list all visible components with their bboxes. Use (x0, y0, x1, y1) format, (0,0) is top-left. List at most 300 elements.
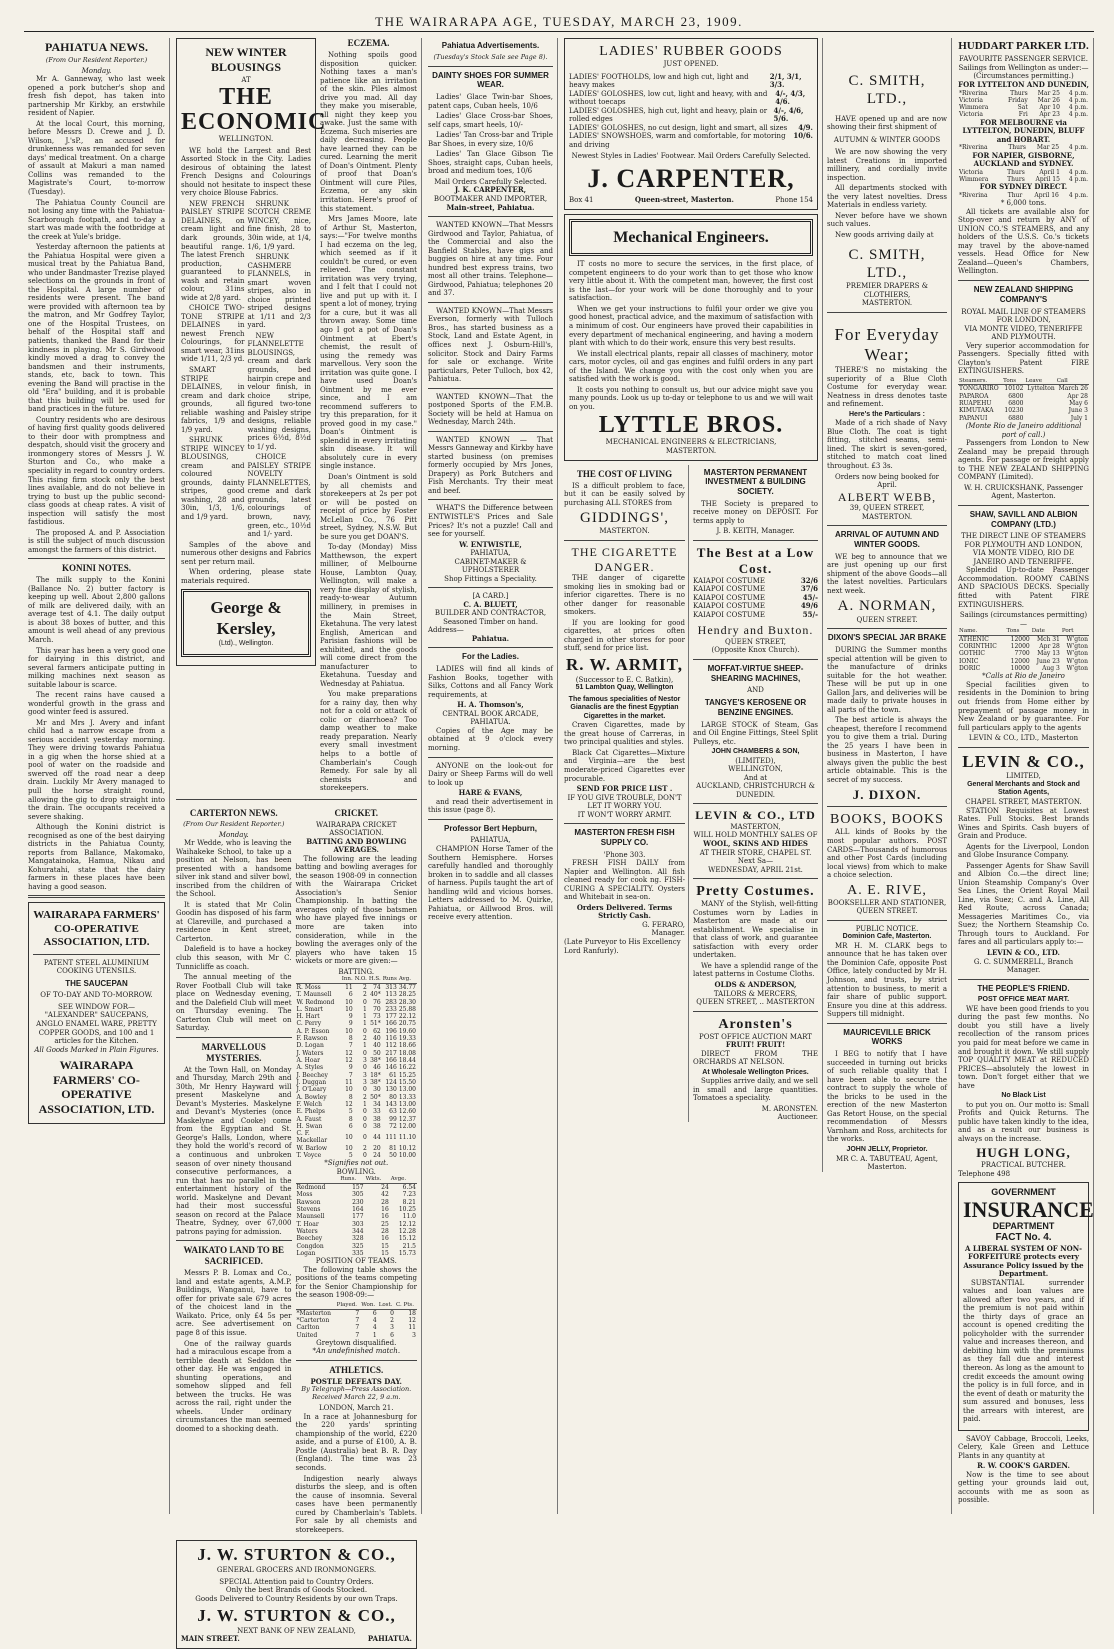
table-cell: 28.25 (398, 991, 416, 999)
table-row (296, 1191, 417, 1198)
table-cell: 10 (345, 1005, 353, 1013)
table-cell: 9 (348, 1013, 353, 1021)
table-cell: T. Voyce (296, 1152, 322, 1160)
table-row (296, 1184, 417, 1192)
table-cell: 22.12 (398, 1013, 416, 1021)
fish-title: MASTERTON FRESH FISH SUPPLY CO. (574, 828, 675, 847)
dixon-para: DURING the Summer months special attention will be given to the manufacture of drinks suitable for the hot weather. These will be put up in one Gallon Jars, and deliveries will be made daily to private houses in all parts of the town. (827, 646, 947, 714)
table-cell: 177 (385, 1013, 397, 1021)
table-cell: Mar 26 (1037, 96, 1060, 104)
bowling-label: BOWLING. (336, 1167, 376, 1176)
mech-para: IT costs no more to secure the services, in the first place, of competent engineers to do your work than to get those who know very little about it. With the competent man, however, the first cost is the last—for your work will be done thoroughly and to your satisfaction. (569, 260, 813, 303)
table-row (296, 1057, 417, 1064)
table-cell: 7 (348, 1042, 353, 1050)
costume-item (693, 602, 818, 611)
wanted-notice: WANTED KNOWN—That Messrs Girdwood and Taylor, Pahiatua, of the Commercial and also the Banfield Stables, have gigs and buggies on hire at any time. Four hundred best express trains, two most all other trains. Telephone—Girdwood, Pahiatua; telephones 20 and 37. (428, 221, 553, 298)
table-cell: 305 (352, 1191, 364, 1199)
huddart-route: FOR MELBOURNE via LYTTELTON, DUNEDIN, BLUFF and HOBART. (962, 117, 1085, 144)
shaw-table (958, 628, 1089, 672)
hare-para: ANYONE on the look-out for Dairy or Sheep Farms will do well to look up (428, 761, 553, 787)
aronsten-role: Auctioneer. (777, 1113, 818, 1122)
article-para: The recent rains have caused a wonderful growth in the grass and good winter feed is assured. (28, 691, 165, 717)
table-cell: 328 (352, 1235, 364, 1243)
table-cell: 124 (385, 1078, 397, 1086)
table-cell: Wimmera (959, 104, 989, 112)
table-cell: Victoria (959, 111, 983, 119)
table-cell: 10.12 (398, 1144, 416, 1152)
nzs-table (958, 378, 1089, 422)
table-cell: 15.50 (398, 1078, 416, 1086)
friend-para: WE have been good friends to you during the past few months. No doubt you still have a lively recollection of the ransom prices you paid for meat before we came in and brought it down. We still supply TOP QUALITY MEAT at REDUCED PRICES—absolutely the lowest in town. Don't forget either that we have (958, 1004, 1089, 1090)
fish-note: (Late Purveyor to His Excellency Lord Ranfurly). (564, 938, 681, 955)
shoes-mail: Mail Orders Carefully Selected. (434, 177, 547, 186)
sturton-title: J. W. STURTON & CO., (197, 1545, 396, 1565)
table-cell: Maunsell (296, 1213, 325, 1221)
table-cell: Apr 10 (1039, 104, 1060, 112)
insurance-title: GOVERNMENT (991, 1187, 1056, 1198)
fish-orders: Orders Delivered. Terms Strictly Cash. (576, 902, 673, 921)
table-cell: 18.08 (398, 1049, 416, 1057)
bowling-table (296, 1176, 417, 1257)
cigarette-para: THE danger of cigarette smoking lies in smoking bad or inferior cigarettes. There is no other danger for reasonable smokers. (564, 574, 685, 617)
table-cell: 12.37 (398, 1115, 416, 1123)
table-cell: 3 (363, 1078, 367, 1086)
table-cell: IONIC (959, 657, 979, 665)
fish-para: FRESH FISH DAILY from Napier and Wellington. All fish cleaned ready for cook ng. FISH-CURING A SPECIALITY. Oysters and Whitebait in sea-on. (564, 859, 685, 902)
table-row (296, 1152, 417, 1159)
table-cell: 16 (381, 1235, 389, 1243)
table-row (296, 1006, 417, 1013)
table-cell: 0 (363, 1086, 367, 1094)
table-row (296, 1213, 417, 1220)
webb-name: ALBERT WEBB, (837, 489, 937, 504)
arrival-title: ARRIVAL OF AUTUMN AND WINTER GOODS. (835, 530, 939, 550)
table-cell: 196 (385, 1027, 397, 1035)
everyday-title: For Everyday Wear; (834, 324, 940, 365)
table-row (296, 1243, 417, 1250)
table-header: Avg. (398, 976, 417, 983)
table-row (296, 1086, 417, 1093)
smith-line: All departments stocked with the very latest novelties. Dress Materials in endless variety. (827, 184, 947, 210)
table-cell: 0 (363, 1152, 367, 1160)
ladies-name: H. A. Thomson's, (457, 700, 524, 710)
table-cell: 33 (373, 1108, 381, 1116)
table-cell: 38 (373, 1115, 381, 1123)
table-row (958, 104, 1089, 111)
table-row (958, 385, 1089, 393)
sturton-ad (176, 1540, 417, 1649)
dixon-para: The best article is always the cheapest, therefore I recommend you to give them a trial. During the 25 years I have been in business in Masterton, I have always given the public the best article obtainable. This is the secret of my success. (827, 716, 947, 784)
table-cell: 335 (352, 1249, 364, 1257)
levin-sub: General Merchants and Stock and Station Agents, (967, 780, 1080, 797)
table-cell: 1 (363, 1020, 367, 1028)
table-row (296, 999, 417, 1006)
table-cell: 70 (373, 1005, 381, 1013)
column-4 (560, 38, 952, 1514)
table-cell: 28.30 (398, 998, 416, 1006)
table-cell: United (296, 1331, 318, 1339)
table-header: Call (1056, 378, 1089, 385)
table-cell: Thurs (1008, 144, 1026, 152)
table-cell: 25 (381, 1220, 389, 1228)
table-row (296, 1116, 417, 1123)
cigarette-send: SEND FOR PRICE LIST . (576, 784, 673, 794)
table-cell: 3 (363, 1071, 367, 1079)
table-cell: KIMUTAKA (959, 407, 994, 415)
aronsten-name: M. ARONSTEN. (761, 1104, 818, 1113)
eczema-title: ECZEMA. (347, 38, 390, 48)
table-cell: H. Hart (296, 1013, 320, 1021)
article-para: Yesterday afternoon the patients at the Pahiatua Hospital were given a musical treat by the Pahiatua Band, who under Bandmaster Trezise played selections on the grounds in front of the Hospital. A large number of residents were present. The band were provided with afternoon tea by the matron, and Mr Godfrey Taylor, one of the Hospital Trustees, on behalf of the Hospital staff and patients, thanked the Band for their kindness in playing. Mr S. Girdwood kindly moved a drag to convey the bandsmen and their instruments, stands, etc, back to town. This evening the Band will practise in the old "Era" building, and it is probable that this building will be used for band practices in the future. (28, 243, 165, 414)
shoes-addr: Main-street, Pahiatua. (446, 202, 535, 212)
hare-name: HARE & EVANS, (458, 788, 523, 798)
rubber-note: Newest Styles in Ladies' Footwear. Mail Orders Carefully Selected. (571, 152, 811, 161)
table-cell: Mar 25 (1037, 89, 1060, 97)
column-1 (24, 38, 170, 1514)
huddart-note: All tickets are available also for Stop-over and return by ANY of UNION CO.'S STEAMERS, and any holders of the U.S.S. Co.'s tickets may travel by the above-named vessels. Head Office for New Zealand—Queen's Chambers, Wellington. (958, 207, 1089, 276)
athletics-subtitle: POSTLE DEFEATS DAY. (310, 1376, 402, 1386)
farmers-line: THE SAUCEPAN (65, 978, 128, 988)
mech-para: It costs you nothing to consult us, but our advice might save you many pounds. Look us up to-day or telephone to us and we will wait on you. (569, 385, 813, 411)
table-header: N.O. (354, 976, 367, 983)
table-cell: 10 (345, 998, 353, 1006)
moffat-title: MOFFAT-VIRTUE SHEEP-SHEARING MACHINES, (707, 663, 804, 683)
mech-para: When we get your instructions to fulfil your order we give you good honest, practical advice, and the maximum of satisfaction with a minimum of cost. Our engineers have proved their capabilities in every department of mechanical engineering, and having a modern plant with which to do their work, ensure this very best results. (569, 304, 813, 348)
table-cell: A. Hoar (296, 1057, 320, 1065)
batting-table (296, 976, 417, 1159)
table-cell: 18 (408, 1309, 416, 1317)
table-cell: 15 (381, 1249, 389, 1257)
table-cell: 2 (363, 1035, 367, 1043)
costume-item-price: 45/- (802, 592, 818, 602)
table-cell: 38* (370, 1078, 381, 1086)
table-cell: 8 (348, 1035, 353, 1043)
rubber-title: LADIES' RUBBER GOODS (599, 44, 783, 59)
huddart-table-1 (958, 90, 1089, 119)
table-cell: GOTHIC (959, 650, 985, 658)
table-cell: 143 (385, 1100, 397, 1108)
sturton-next: NEXT BANK OF NEW ZEALAND, (237, 1626, 356, 1635)
table-cell: 16.22 (398, 1064, 416, 1072)
table-cell: 4 p.m. (1068, 104, 1088, 112)
table-cell: W'gton (1066, 650, 1088, 658)
rubber-sub: JUST OPENED. (663, 60, 719, 69)
sturton-street: MAIN STREET. (181, 1634, 240, 1644)
table-row (296, 1235, 417, 1242)
table-cell: 1 (363, 1013, 367, 1021)
pahiatua-ads-title: Pahiatua Advertisements. (441, 41, 540, 50)
costume-item (693, 585, 818, 594)
ladies-title: For the Ladies. (462, 652, 519, 662)
hepburn-title: Professor Bert Hepburn, (444, 823, 537, 833)
levin-para: STATION Requisites at Lowest Rates. Full Stocks. Best brands Wines and Spirits. Cash buyers of Grain and Produce. (958, 806, 1089, 841)
table-header: H.S. (368, 976, 381, 983)
economic-samples: Samples of the above and numerous other designs and Fabrics sent per return mail. (181, 540, 311, 566)
carpenter-name: J. CARPENTER, (587, 163, 795, 193)
table-cell: 344 (352, 1228, 364, 1236)
table-cell: 46 (373, 1064, 381, 1072)
friend-title: THE PEOPLE'S FRIEND. (977, 983, 1070, 993)
levin-ltd: LIMITED, (1006, 772, 1041, 781)
huddart-route: FOR NAPIER, GISBORNE, AUCKLAND and SYDNEY. (972, 150, 1075, 169)
shaw-via: VIA MONTE VIDEO, RIO DE JANEIRO AND TENERIFFE. (972, 549, 1075, 566)
sturton-line: Only the best Brands of Goods Stocked. (225, 1586, 368, 1595)
moffat-and: AND (747, 686, 764, 695)
table-cell: W. Redmond (296, 998, 335, 1006)
table-header: Steamers. (958, 378, 1002, 385)
table-cell: 12.12 (398, 1220, 416, 1228)
costume-item-price: 37/6 (800, 584, 818, 594)
george-kersley-logo (181, 589, 311, 657)
table-row (296, 1072, 417, 1079)
article-para: Messrs P. B. Lomax and Co., land and estate agents, A.M.P. Buildings, Wanganui, have to offer for private sale 679 acres of the choicest land in the Waikato. Price, only £4 5s per acre. See advertisement on page 8 of this issue. (176, 1269, 292, 1337)
costume-item-label: KAIAPOI COSTUME (693, 576, 765, 585)
table-row (296, 1324, 417, 1331)
table-cell: 10102 (1004, 385, 1024, 393)
table-cell: 24 (381, 1184, 389, 1192)
fish-role: Manager. (651, 929, 685, 938)
table-row (296, 1228, 417, 1235)
table-cell: J. Beechey (296, 1071, 328, 1079)
norman-street: QUEEN STREET. (856, 615, 918, 624)
cook-name: R. W. COOK'S GARDEN. (977, 1461, 1070, 1471)
cook-para: SAVOY Cabbage, Broccoli, Leeks, Celery, Kale Green and Lettuce Plants in any quantity at (958, 1434, 1089, 1460)
table-cell: July 1 (1070, 414, 1088, 422)
table-cell: 16 (381, 1213, 389, 1221)
table-cell: W'gton (1066, 665, 1088, 673)
hepburn-town: PAHIATUA, (470, 836, 511, 845)
table-row (296, 1108, 417, 1115)
table-cell: W'gton (1066, 635, 1088, 643)
table-row (958, 635, 1089, 643)
nzs-para: Passengers from London to New Zealand may be prepaid through agents. For passage or freight apply to THE NEW ZEALAND SHIPPING COMPANY (Limited). (958, 439, 1089, 482)
mech-para: We install electrical plants, repair all classes of machinery, motor cars, motor cycles, oil and gas engines and fulfil orders in any part of the Island. We change you with the cost only when you are satisfied with the work is good. (569, 349, 813, 384)
huddart-route: FOR LYTTELTON AND DUNEDIN, (958, 80, 1089, 89)
table-row (296, 1035, 417, 1042)
table-cell: Friday (1007, 96, 1028, 104)
rubber-item (569, 90, 813, 107)
table-cell: 34 (373, 1100, 381, 1108)
table-cell: June 23 (1036, 657, 1060, 665)
huddart-route: FOR SYDNEY DIRECT. (979, 182, 1068, 192)
table-cell: Moss (296, 1191, 313, 1199)
table-cell: 7.23 (402, 1191, 416, 1199)
table-cell (1025, 407, 1056, 414)
table-cell: 18.66 (398, 1042, 416, 1050)
armit-addr: 51 Lambton Quay, Wellington (575, 684, 674, 692)
economic-store: THE ECONOMIC (181, 83, 327, 135)
economic-intro: WE hold the Largest and Best Assorted Stock in the City. Ladies desirous of obtaining the latest French Designs and Colourings should not hesitate to inspect these very choice Blouse Fabrics. (181, 146, 311, 198)
table-cell: DORIC (959, 665, 981, 673)
table-cell: 11.10 (398, 1133, 416, 1141)
shoe-item: Ladies' Tan Glace Gibson Tie Shoes, straight caps, Cuban heels, broad and medium toes, 10/6 (428, 150, 553, 176)
table-cell: 0 (363, 1133, 367, 1141)
wanted-notice: WANTED KNOWN — That Messrs Ganneway and Kirkby have started business (on premises formerly occupied by Mrs Jones, Drapery) as Pork Butchers and Fish Merchants. Try their meat and beef. (428, 435, 553, 495)
table-cell: F. Welch (296, 1100, 322, 1108)
table-cell: 6800 (1008, 400, 1024, 408)
economic-item: CHOICE PAISLEY STRIPE NOVELTY FLANNELETTES, creme and dark grounds, latest colourings of brown, navy, green, etc., 10½d and 1/- yard. (247, 453, 311, 539)
table-cell: 12 (345, 1100, 353, 1108)
article-para: This year has been a very good one for dairying in this district, and several farmers anticipate putting in milking machines next season as suitable labour is scarce. (28, 646, 165, 689)
table-cell: 10000 (1010, 665, 1030, 673)
wanted-notice: WANTED KNOWN—That Messrs Everson, formerly with Tulloch Bros., has started business as a Stock, Land and Estate Agent, in offices next J. Osburn-Hill's, solicitor. Stock and Dairy Farms for sale or exchange. Write particulars, Peter Tulloch, box 42, Pahiatua. (428, 306, 553, 384)
table-header: Port (1061, 628, 1089, 635)
rubber-item (569, 132, 813, 149)
cricket-intro: The following are the leading batting and bowling averages for the season 1908-09 in connection with the Wairarapa Cricket Association's Senior Championship. In batting the averages only of those batsmen who have played five innings or more are taken into consideration, while in the bowling the averages only of the players who have taken 15 wickets or more are given:— (295, 854, 417, 966)
pahiatua-day: Monday. (81, 66, 112, 75)
table-row (296, 1332, 417, 1339)
table-cell: 10 (345, 1133, 353, 1141)
article-para: The Pahiatua County Council are not losing any time with the Pahiatua-Scarborough footpath, and to-day a start was made with the footbridge at the creek at Yule's bridge. (28, 198, 165, 241)
table-cell: 16 (381, 1206, 389, 1214)
table-row (958, 407, 1089, 414)
table-cell: 61 (389, 1071, 397, 1079)
table-cell: Carlton (296, 1324, 320, 1332)
table-cell: C. F. Mackellar (296, 1130, 328, 1145)
table-row (296, 1145, 417, 1152)
col4-sub-left (564, 465, 689, 1122)
huddart-title: HUDDART PARKER LTD. (958, 40, 1089, 52)
lyttle-sub: MECHANICAL ENGINEERS & ELECTRICIANS, (605, 438, 777, 447)
friend-list: No Black List (1001, 1092, 1046, 1100)
table-cell: 4 (372, 1316, 377, 1324)
dixon-title: DIXON'S SPECIAL JAR BRAKE (827, 633, 947, 643)
long-trade: PRACTICAL BUTCHER. (981, 1161, 1066, 1170)
shaw-sub: THE DIRECT LINE OF STEAMERS FOR PLYMOUTH AND LONDON, (961, 532, 1086, 549)
article-para: Dalefield is to have a hockey club this season, with Mr C. Tunnicliffe as coach. (176, 945, 292, 971)
rubber-item-label: LADIES' GOLOSHES, low cut, light and heavy, with and without toecaps (569, 89, 768, 107)
cricket-title: CRICKET. (334, 807, 379, 818)
table-cell: 11 (345, 1078, 353, 1086)
eczema-article (320, 38, 417, 795)
table-cell: 4 p.m. (1068, 96, 1088, 104)
table-cell: 164 (352, 1206, 364, 1214)
table-cell: 81 (389, 1144, 397, 1152)
sturton-line: Goods Delivered to Country Residents by our own Traps. (195, 1594, 398, 1603)
table-cell: 40 (373, 1042, 381, 1050)
rubber-item-label: LADIES' SNOWSHOES, warm and comfortable, for motoring and driving (569, 132, 786, 149)
table-cell: 1 (363, 1005, 367, 1013)
costume-item-label: KAIAPOI COSTUME (693, 593, 765, 602)
table-cell: 0 (363, 998, 367, 1006)
armit-spec: The famous specialities of Nestor Gianaclis are the finest Egyptian Cigarettes in the market. (568, 695, 681, 720)
levin-ad-goods: WOOL, SKINS AND HIDES (703, 838, 808, 848)
table-row (296, 1206, 417, 1213)
table-row (958, 169, 1089, 176)
shoes-trade: BOOTMAKER AND IMPORTER, (433, 195, 548, 204)
table-cell: Wimmera (959, 176, 989, 184)
carterton-day: Monday. (218, 830, 249, 839)
fish-name: G. FERARO, (642, 920, 685, 929)
batting-label: BATTING. (338, 967, 375, 976)
table-cell: 21.5 (402, 1242, 416, 1250)
insurance-fact: FACT No. 4. (995, 1232, 1052, 1244)
arrival-para: WE beg to announce that we are just opening up our first shipment of the above Goods—all the latest novelties. Particulars next week. (827, 552, 947, 595)
table-cell: Victoria (959, 168, 983, 176)
table-cell: 50 (373, 1049, 381, 1057)
insurance-l1: A LIBERAL SYSTEM OF NON-FORFEITURE protects every Assurance Policy issued by the Department. (963, 1243, 1084, 1279)
table-cell: Stevens (296, 1206, 321, 1214)
table-row (296, 1020, 417, 1027)
table-header: Lost. (378, 1302, 395, 1309)
table-cell: June 3 (1068, 407, 1088, 415)
farmers-line: "ALEXANDER" SAUCEPANS, ANGLO ENAMEL WARE, PRETTY COPPER GOODS, and 100 and 1 articles for the Kitchen. (36, 1011, 157, 1046)
table-cell: 80 (389, 1093, 397, 1101)
economic-title: NEW WINTER BLOUSINGS (205, 45, 287, 74)
table-cell: 8 (348, 1115, 353, 1123)
table-cell: L. Smart (296, 1005, 323, 1013)
levin-street: CHAPEL STREET, MASTERTON. (965, 797, 1082, 806)
carterton-section (176, 804, 292, 1537)
table-cell: 4 p.m. (1068, 176, 1088, 184)
table-cell: 10 (345, 1144, 353, 1152)
levin-para: Agents for the Liverpool, London and Globe Insurance Company. (958, 842, 1089, 860)
pahiatua-title: PAHIATUA NEWS. (45, 40, 148, 54)
table-cell: 73 (373, 1013, 381, 1021)
table-cell: 217 (385, 1049, 397, 1057)
smith-title-2: C. SMITH, LTD., (848, 246, 926, 281)
masthead: THE WAIRARAPA AGE, TUESDAY, MARCH 23, 1909. (24, 14, 1094, 32)
table-cell: 1 (363, 1100, 367, 1108)
aronsten-note: Supplies arrive daily, and we sell in small and large quantities. Tomatoes a speciality. (693, 1077, 818, 1103)
table-cell: 0 (363, 1049, 367, 1057)
table-header: Avge. (390, 1176, 417, 1183)
rubber-ad (564, 38, 818, 210)
article-para: Although the Konini district is recognised as one of the best dairying districts in the Pahiatua County, reports from Ballance, Makomako, Mangatainoka, Hamua, Nikau and Kohuratahi, state that the dairy farmers in these places have been having a good season. (28, 823, 165, 891)
pahiatua-byline: (From Our Resident Reporter.) (45, 55, 148, 64)
table-cell: A. Styles (296, 1064, 324, 1072)
table-cell: Fri (1018, 111, 1028, 119)
article-para: The proposed A. and P. Association is still the subject of much discussion amongst the farmers of this district. (28, 528, 165, 554)
table-cell: 9 (348, 1064, 353, 1072)
rubber-item-price: 10/6. (793, 131, 813, 141)
table-cell: CORINTHIC (959, 643, 997, 651)
notice-title: PUBLIC NOTICE. (855, 924, 919, 933)
table-row (958, 97, 1089, 104)
brick-title: MAURICEVILLE BRICK WORKS (843, 1027, 931, 1047)
huddart-sub: FAVOURITE PASSENGER SERVICE. (958, 55, 1089, 64)
everyday-para: Made of a rich shade of Navy Blue Cloth. The coat is tight fitting, stitched seams, semi-lined. The skirt is seven-gored, stitched to match coat lined throughout. £3 3s. (827, 419, 947, 470)
table-header (296, 1176, 340, 1183)
table-cell: J. Waters (296, 1049, 324, 1057)
table-cell: 38* (370, 1057, 381, 1065)
table-row (296, 1199, 417, 1206)
table-cell: 4 (372, 1324, 377, 1332)
table-header: Played. (336, 1302, 361, 1309)
table-cell: 12.60 (398, 1108, 416, 1116)
shaw-sailings: Sailings (circumstances permitting)— (959, 611, 1088, 628)
table-row (296, 1101, 417, 1108)
table-header: Runs. (339, 1176, 364, 1183)
table-cell: 24 (373, 1152, 381, 1160)
table-cell: 6 (348, 991, 353, 999)
mech-title: Mechanical Engineers. (613, 228, 769, 246)
investment-name: J. B. KEITH, Manager. (716, 527, 795, 536)
hepburn-para: CHAMPION Horse Tamer of the Southern Hemisphere. Horses carefully handled and thoroughly broken in to saddle and all classes of harness. Pupils taught the art of handling wild and vicious horses. Letters addressed to M. Quirke, Pahiatua, or Aillwood Bros. will receive every attention. (428, 844, 553, 922)
table-cell: 15 (381, 1242, 389, 1250)
table-cell: 38 (373, 1122, 381, 1130)
table-cell: 6 (348, 1122, 353, 1130)
athletics-title: ATHLETICS. (329, 1364, 384, 1375)
table-row (296, 1317, 417, 1324)
table-cell: 166 (385, 1020, 397, 1028)
costume-item-price: 49/6 (800, 601, 818, 611)
table-cell: 12.28 (398, 1228, 416, 1236)
table-row (296, 1250, 417, 1257)
hare-note: and read their advertisement in this issue (page 8). (428, 797, 553, 815)
aronsten-title: Aronsten's (718, 1016, 793, 1032)
economic-town: WELLINGTON. (218, 135, 274, 144)
